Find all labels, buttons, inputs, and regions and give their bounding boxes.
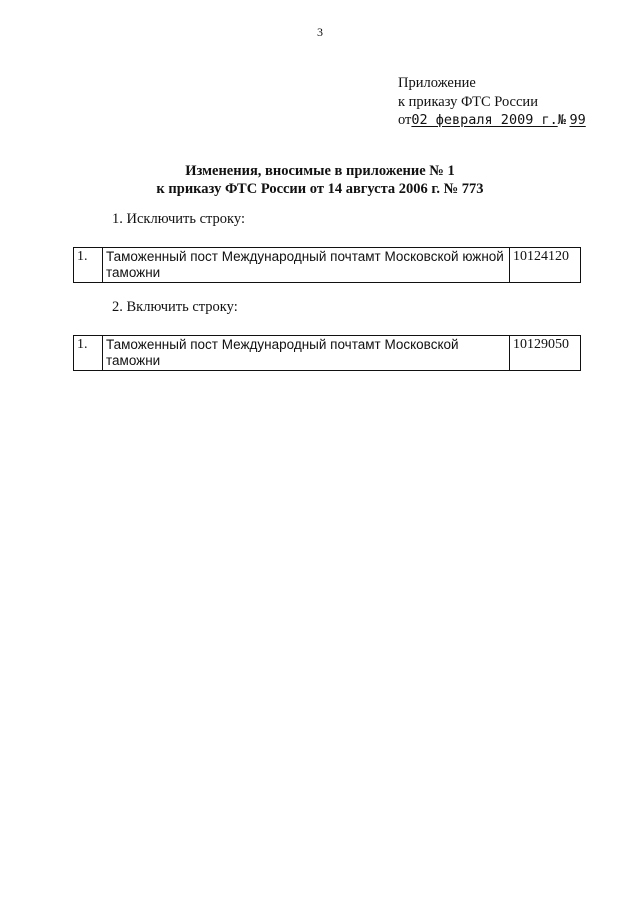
customs-post-name: Таможенный пост Международный почтамт Московской южной таможни [103,248,510,283]
number-sign: № [557,112,566,128]
table-row [74,248,581,283]
customs-post-code: 10129050 [510,336,581,371]
title-line-1: Изменения, вносимые в приложение № 1 [185,163,455,179]
order-date: 02 февраля 2009 г. [411,112,558,128]
included-row-table [73,335,581,371]
date-prefix: от [398,112,412,128]
row-number: 1. [74,248,103,283]
appendix-date-line [398,111,586,130]
customs-post-code: 10124120 [510,248,581,283]
section-include-label: 2. Включить строку: [112,299,238,315]
order-number: 99 [569,112,586,128]
section-exclude-label: 1. Исключить строку: [112,211,245,227]
customs-post-name: Таможенный пост Международный почтамт Московской таможни [103,336,510,371]
table-row [74,336,581,371]
page-number: 3 [317,25,323,39]
document-title [0,162,640,198]
appendix-line-2: к приказу ФТС России [398,93,538,110]
title-line-2: к приказу ФТС России от 14 августа 2006 г. № 773 [156,181,484,197]
row-number: 1. [74,336,103,371]
excluded-row-table [73,247,581,283]
appendix-line-1: Приложение [398,75,476,91]
appendix-block [398,74,586,130]
